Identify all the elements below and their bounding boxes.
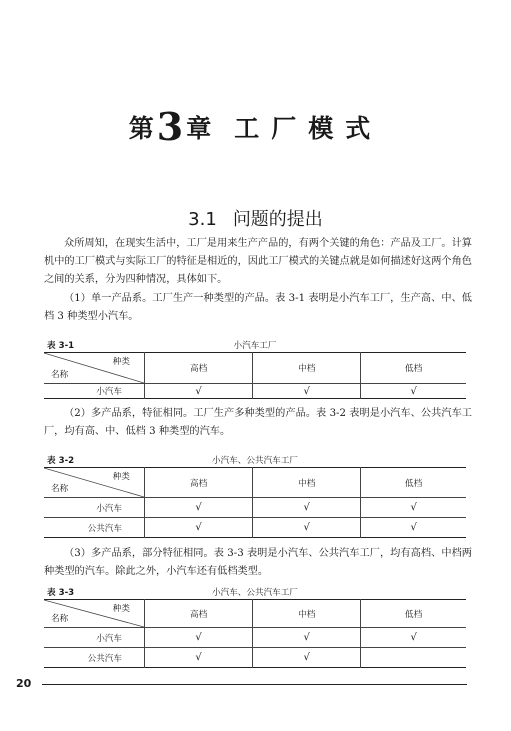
- check-mark: √: [145, 648, 253, 668]
- paragraph-intro: 众所周知，在现实生活中，工厂是用来生产产品的，有两个关键的角色：产品及工厂。计算机中的工厂模式与实际工厂的特征是相近的，因此工厂模式的关键点就是如何描述好这两个角色之间的关系，分为四种情况，具体如下。: [44, 238, 472, 285]
- column-header: 低档: [361, 353, 466, 384]
- paragraph-case3: （3）多产品系，部分特征相同。表 3-3 表明是小汽车、公共汽车工厂，均有高档、中档两种类型的汽车。除此之外，小汽车还有低档类型。: [44, 548, 472, 577]
- column-header: 高档: [145, 468, 253, 498]
- table-label: 表 3-2: [47, 456, 75, 466]
- check-mark: √: [145, 498, 253, 518]
- table-title: 小汽车工厂: [233, 341, 277, 351]
- section-heading: [0, 205, 511, 231]
- chapter-heading: [0, 104, 511, 149]
- column-header: 低档: [361, 600, 466, 628]
- corner-top-label: 种类: [112, 357, 130, 367]
- diagonal-header-cell: [44, 353, 145, 384]
- row-name: 小汽车: [44, 498, 145, 518]
- chapter-title: 工厂模式: [234, 114, 383, 143]
- section-number: 3.1: [188, 209, 217, 230]
- table-header-row: [44, 353, 466, 384]
- table-caption: [44, 339, 466, 353]
- check-mark: √: [145, 518, 253, 538]
- table-caption: [44, 586, 466, 600]
- table-3-3: [44, 599, 466, 668]
- check-mark: [361, 648, 466, 668]
- page-number: 20: [16, 677, 32, 690]
- row-name: 小汽车: [44, 628, 145, 648]
- table-row: [44, 518, 466, 538]
- paragraph-case1: （1）单一产品系。工厂生产一种类型的产品。表 3-1 表明是小汽车工厂，生产高、中、低档 3 种类型小汽车。: [44, 293, 472, 322]
- diagonal-header-cell: [44, 600, 145, 628]
- check-mark: √: [361, 384, 466, 399]
- table-caption: [44, 454, 466, 468]
- table-3-1: [44, 352, 466, 399]
- check-mark: √: [145, 384, 253, 399]
- section-title: 问题的提出: [232, 209, 323, 230]
- check-mark: √: [253, 628, 361, 648]
- column-header: 高档: [145, 353, 253, 384]
- column-header: 中档: [253, 468, 361, 498]
- table-row: [44, 384, 466, 399]
- diagonal-header-cell: [44, 468, 145, 498]
- check-mark: √: [253, 518, 361, 538]
- table-label: 表 3-3: [47, 588, 75, 598]
- table-title: 小汽车、公共汽车工厂: [212, 456, 298, 466]
- check-mark: √: [253, 648, 361, 668]
- chapter-number: 3: [156, 104, 185, 149]
- column-header: 低档: [361, 468, 466, 498]
- table-row: [44, 648, 466, 668]
- corner-bottom-label: 名称: [51, 614, 69, 624]
- row-name: 小汽车: [44, 384, 145, 399]
- chapter-suffix: 章: [186, 114, 213, 143]
- table-3-2: [44, 467, 466, 538]
- paragraph-case2: （2）多产品系，特征相同。工厂生产多种类型的产品。表 3-2 表明是小汽车、公共汽车工厂，均有高、中、低档 3 种类型的汽车。: [44, 408, 472, 437]
- corner-top-label: 种类: [112, 472, 130, 482]
- column-header: 中档: [253, 353, 361, 384]
- table-title: 小汽车、公共汽车工厂: [212, 588, 298, 598]
- corner-bottom-label: 名称: [51, 484, 69, 494]
- footer-rule: [42, 684, 467, 685]
- table-row: [44, 628, 466, 648]
- check-mark: √: [253, 384, 361, 399]
- table-header-row: [44, 468, 466, 498]
- check-mark: √: [361, 628, 466, 648]
- check-mark: √: [145, 628, 253, 648]
- table-label: 表 3-1: [47, 341, 75, 351]
- table-header-row: [44, 600, 466, 628]
- corner-bottom-label: 名称: [51, 370, 69, 380]
- table-row: [44, 498, 466, 518]
- column-header: 中档: [253, 600, 361, 628]
- row-name: 公共汽车: [44, 648, 145, 668]
- row-name: 公共汽车: [44, 518, 145, 538]
- chapter-prefix: 第: [128, 114, 155, 143]
- column-header: 高档: [145, 600, 253, 628]
- check-mark: √: [361, 498, 466, 518]
- check-mark: √: [253, 498, 361, 518]
- check-mark: √: [361, 518, 466, 538]
- corner-top-label: 种类: [112, 604, 130, 614]
